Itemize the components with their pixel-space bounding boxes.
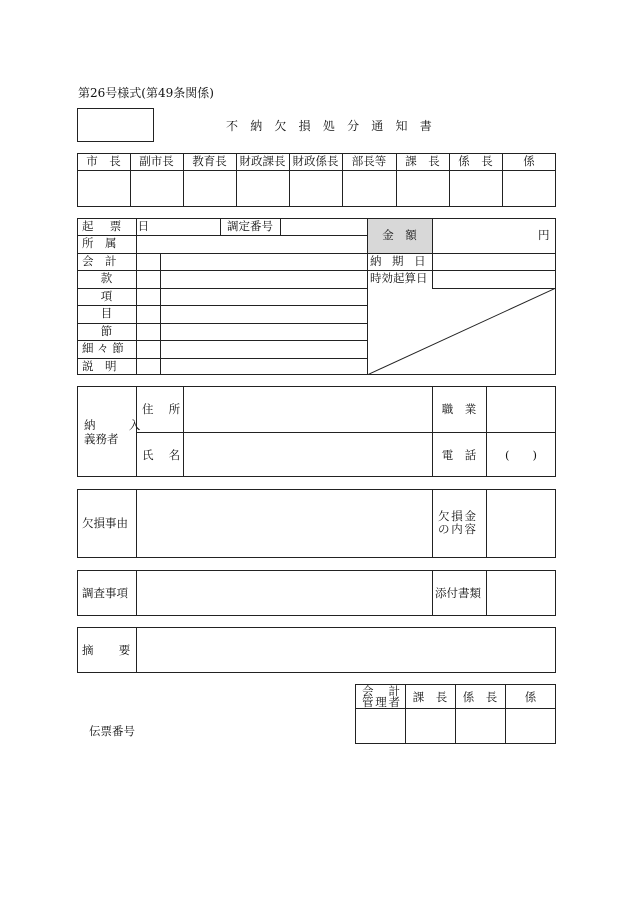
approval-col-9: 係 [523,154,535,168]
occupation-label: 職 業 [441,402,477,416]
phone-label: 電 話 [441,448,477,462]
approval-col-5: 財政係長 [292,154,339,168]
adjust-number-label: 調定番号 [227,219,273,233]
approval-col-1: 市 長 [86,154,121,168]
stamp-box [77,108,154,142]
address-label: 住 所 [142,402,186,416]
loss-content-label-1: 欠損金 [438,509,478,523]
subclause-label: 細 々 節 [82,341,124,355]
accounting-label-2: 管理者 [362,695,402,709]
bottom-col-1: 課 長 [412,690,448,704]
approval-col-2: 副市長 [139,154,174,168]
clause-label: 節 [100,324,113,338]
subitem-label: 目 [100,306,113,320]
section-label: 款 [100,271,113,285]
due-date-label: 納 期 日 [370,254,430,268]
approval-col-6: 部長等 [351,154,387,168]
name-label: 氏 名 [142,448,186,462]
department-label: 所 属 [82,236,117,250]
bottom-col-3: 係 [524,690,537,704]
approval-col-7: 課 長 [405,154,440,168]
accounting-label-1: 会 計 [362,684,402,698]
limitation-date-label: 時効起算日 [370,271,428,285]
item-label: 項 [100,289,113,303]
diagonal-strike [367,288,556,375]
approval-col-3: 教育長 [192,154,227,168]
approval-col-4: 財政課長 [239,154,286,168]
account-label: 会 計 [82,254,117,268]
loss-table [77,489,556,558]
payer-label-2: 義務者 [84,432,119,446]
bottom-col-2: 係 長 [462,690,498,704]
form-number: 第26号様式(第49条関係) [78,86,214,100]
summary-table [77,627,556,673]
investigation-table [77,570,556,616]
loss-reason-label: 欠損事由 [82,516,128,530]
attachments-label: 添付書類 [435,586,481,600]
amount-label: 金 額 [382,228,417,242]
slip-number-label: 伝票番号 [89,724,135,738]
yen-label: 円 [538,228,550,242]
document-title: 不 納 欠 損 処 分 通 知 書 [226,119,436,133]
payer-label-1: 納 入 [84,418,152,432]
description-label: 説 明 [82,359,117,373]
summary-label: 摘 要 [82,643,138,657]
phone-paren: ( ) [505,448,537,462]
start-date-label: 起 票 日 [82,219,156,233]
approval-col-8: 係 長 [458,154,493,168]
loss-content-label-2: の内容 [438,522,478,536]
investigation-label: 調査事項 [82,586,128,600]
